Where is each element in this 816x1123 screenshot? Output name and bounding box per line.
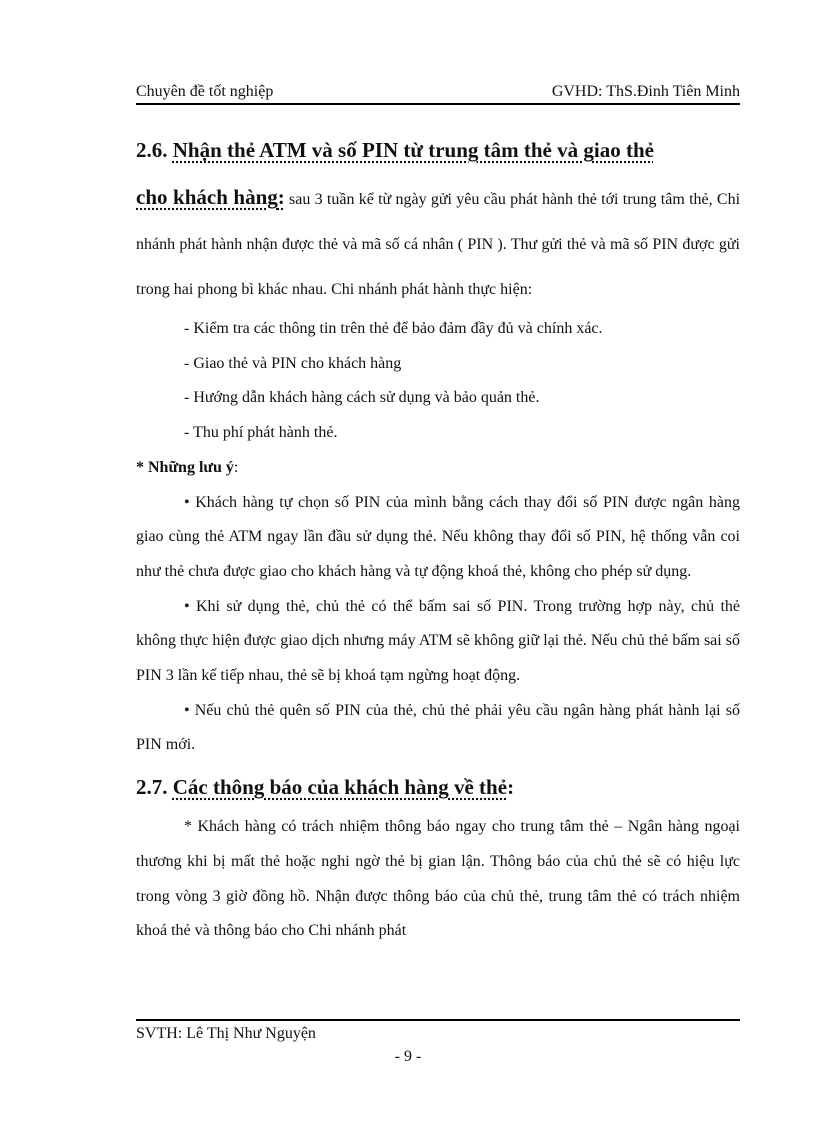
section-2-6-heading <box>136 128 740 173</box>
header-supervisor: GVHD: ThS.Đinh Tiên Minh <box>551 83 740 100</box>
section-2-7-heading <box>136 765 740 810</box>
page-footer <box>136 1019 740 1043</box>
section-2-6-title-line1: Nhận thẻ ATM và số PIN từ trung tâm thẻ và giao thẻ <box>172 138 654 162</box>
header-course-title: Chuyên đề tốt nghiệp <box>136 83 274 100</box>
list-item: - Hướng dẫn khách hàng cách sử dụng và bảo quản thẻ. <box>184 389 540 407</box>
page-header <box>136 77 740 105</box>
section-2-6-title-line2: cho khách hàng <box>136 185 278 209</box>
list-item: - Giao thẻ và PIN cho khách hàng <box>184 354 402 372</box>
note-paragraph: • Khi sử dụng thẻ, chủ thẻ có thể bấm sai số PIN. Trong trường hợp này, chủ thẻ không thực hiện được giao dịch nhưng máy ATM sẽ không giữ lại thẻ. Nếu chủ thẻ bấm sai số PIN 3 lần kế tiếp nhau, thẻ sẽ bị khoá tạm ngừng hoạt động. <box>136 597 740 685</box>
note-paragraph: • Nếu chủ thẻ quên số PIN của thẻ, chủ thẻ phải yêu cầu ngân hàng phát hành lại số PIN mới. <box>136 701 740 754</box>
section-2-6-intro <box>136 175 740 312</box>
section-2-7-title: Các thông báo của khách hàng về thẻ <box>172 775 508 800</box>
list-item: - Kiểm tra các thông tin trên thẻ để bảo đảm đầy đủ và chính xác. <box>184 320 603 337</box>
notes-colon: : <box>233 458 239 476</box>
notes-title: * Những lưu ý <box>136 458 234 476</box>
page-content <box>136 128 740 949</box>
section-2-6-paragraph: sau 3 tuần kể từ ngày gửi yêu cầu phát hành thẻ tới trung tâm thẻ, Chi nhánh phát hành nhận được thẻ và mã số cá nhân ( PIN ). Thư gửi thẻ và mã số PIN được gửi trong hai phong bì khác nhau. Chi nhánh phát hành thực hiện: <box>136 191 741 298</box>
notes-heading <box>136 451 740 486</box>
page-number: - 9 - <box>394 1048 422 1065</box>
section-2-7-paragraph: * Khách hàng có trách nhiệm thông báo ngay cho trung tâm thẻ – Ngân hàng ngoại thương khi bị mất thẻ hoặc nghi ngờ thẻ bị gian lận. Thông báo của chủ thẻ sẽ có hiệu lực trong vòng 3 giờ đồng hồ. Nhận được thông báo của chủ thẻ, trung tâm thẻ có trách nhiệm khoá thẻ và thông báo cho Chi nhánh phát <box>136 818 740 940</box>
note-paragraph: • Khách hàng tự chọn số PIN của mình bằng cách thay đổi số PIN được ngân hàng giao cùng thẻ ATM ngay lần đầu sử dụng thẻ. Nếu không thay đổi số PIN, hệ thống vẫn coi như thẻ chưa được giao cho khách hàng và tự động khoá thẻ, không cho phép sử dụng. <box>136 493 740 580</box>
footer-author: SVTH: Lê Thị Như Nguyện <box>136 1025 316 1042</box>
list-item: - Thu phí phát hành thẻ. <box>184 424 338 442</box>
section-2-6-number: 2.6. <box>136 138 168 162</box>
section-2-7-number: 2.7. <box>136 775 168 800</box>
section-2-6-title-colon: : <box>277 185 285 209</box>
section-2-7-colon: : <box>507 775 515 800</box>
